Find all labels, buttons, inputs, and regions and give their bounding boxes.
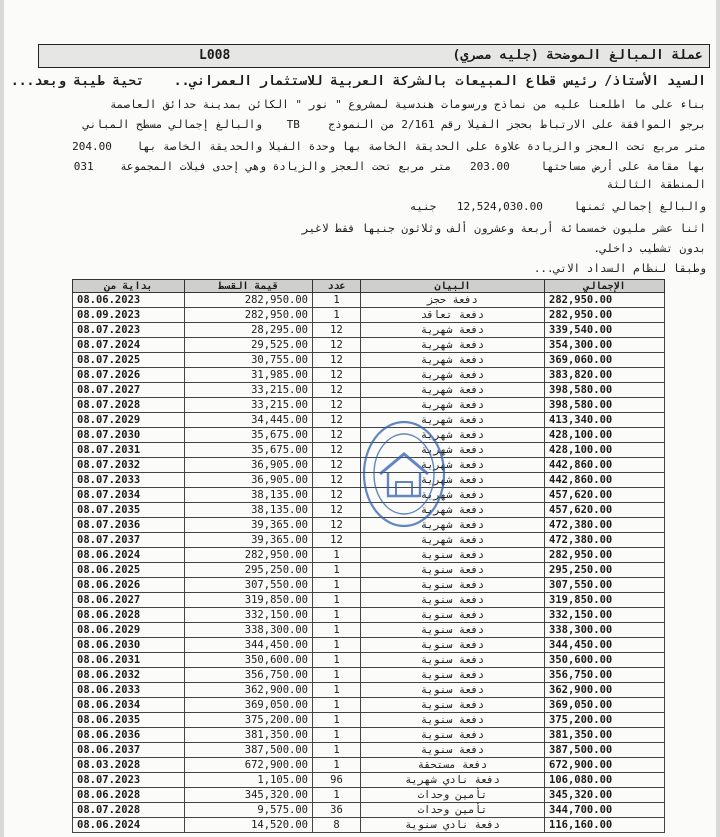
row-statement: دفعة شهرية bbox=[361, 368, 545, 383]
row-count: 1 bbox=[313, 653, 361, 668]
row-statement: دفعة حجز bbox=[361, 293, 545, 308]
row-start-date: 08.06.2030 bbox=[73, 638, 185, 653]
table-row bbox=[73, 788, 665, 803]
row-installment-value: 282,950.00 bbox=[185, 548, 313, 563]
row-count: 12 bbox=[313, 368, 361, 383]
row-installment-value: 35,675.00 bbox=[185, 443, 313, 458]
table-row bbox=[73, 758, 665, 773]
table-row bbox=[73, 728, 665, 743]
row-start-date: 08.06.2032 bbox=[73, 668, 185, 683]
row-statement: تأمين وحدات bbox=[361, 788, 545, 803]
row-statement: دفعة شهرية bbox=[361, 533, 545, 548]
header-total: الإجمالي bbox=[545, 280, 665, 293]
row-count: 12 bbox=[313, 383, 361, 398]
scan-border-right bbox=[716, 0, 720, 837]
row-installment-value: 30,755.00 bbox=[185, 353, 313, 368]
row-statement: دفعة سنوية bbox=[361, 608, 545, 623]
row-statement: دفعة شهرية bbox=[361, 488, 545, 503]
row-installment-value: 29,525.00 bbox=[185, 338, 313, 353]
row-total: 295,250.00 bbox=[545, 563, 665, 578]
row-start-date: 08.06.2028 bbox=[73, 788, 185, 803]
row-count: 12 bbox=[313, 518, 361, 533]
row-total: 116,160.00 bbox=[545, 818, 665, 833]
table-row bbox=[73, 518, 665, 533]
table-row bbox=[73, 338, 665, 353]
row-count: 96 bbox=[313, 773, 361, 788]
row-count: 1 bbox=[313, 743, 361, 758]
row-start-date: 08.06.2036 bbox=[73, 728, 185, 743]
row-count: 1 bbox=[313, 563, 361, 578]
row-start-date: 08.06.2034 bbox=[73, 698, 185, 713]
row-statement: دفعة نادي سنوية bbox=[361, 818, 545, 833]
row-total: 362,900.00 bbox=[545, 683, 665, 698]
document-code: L008 bbox=[199, 48, 231, 63]
row-statement: دفعة سنوية bbox=[361, 698, 545, 713]
salutation-line bbox=[11, 75, 706, 89]
row-total: 413,340.00 bbox=[545, 413, 665, 428]
row-statement: دفعة سنوية bbox=[361, 668, 545, 683]
row-total: 350,600.00 bbox=[545, 653, 665, 668]
currency-title: عملة المبالغ الموضحة (جليه مصري) bbox=[452, 48, 703, 63]
table-header-row bbox=[73, 280, 665, 293]
row-total: 354,300.00 bbox=[545, 338, 665, 353]
row-installment-value: 38,135.00 bbox=[185, 503, 313, 518]
table-row bbox=[73, 803, 665, 818]
greeting: تحية طيبة وبعد... bbox=[10, 74, 144, 89]
table-row bbox=[73, 383, 665, 398]
row-count: 12 bbox=[313, 443, 361, 458]
table-row bbox=[73, 533, 665, 548]
letter-line-2-text: برجو الموافقة على الارتباط بحجز الفيلا رقم 2/161 من النموذج bbox=[328, 118, 706, 131]
letter-line-4-text-b: متر مربع تحت العجز والزيادة وهي إحدى فيلات المجموعة bbox=[120, 160, 452, 173]
row-statement: دفعة سنوية bbox=[361, 743, 545, 758]
row-total: 369,060.00 bbox=[545, 353, 665, 368]
row-start-date: 08.07.2026 bbox=[73, 368, 185, 383]
header-date: بداية من bbox=[73, 280, 185, 293]
row-installment-value: 338,300.00 bbox=[185, 623, 313, 638]
row-total: 387,500.00 bbox=[545, 743, 665, 758]
row-total: 339,540.00 bbox=[545, 323, 665, 338]
table-row bbox=[73, 443, 665, 458]
letter-line-3-text: متر مربع تحت العجز والزيادة علاوة على الحديقة الخاصة بها وحدة الفيلا والحديقة الخاصة بها bbox=[136, 140, 706, 153]
row-statement: دفعة شهرية bbox=[361, 443, 545, 458]
row-count: 12 bbox=[313, 398, 361, 413]
row-total: 332,150.00 bbox=[545, 608, 665, 623]
table-row bbox=[73, 428, 665, 443]
row-count: 1 bbox=[313, 698, 361, 713]
document-header bbox=[38, 44, 710, 68]
letter-line-6-text: والبالغ إجمالي ثمنها bbox=[573, 200, 706, 213]
row-start-date: 08.06.2033 bbox=[73, 683, 185, 698]
row-statement: دفعة سنوية bbox=[361, 653, 545, 668]
row-installment-value: 369,050.00 bbox=[185, 698, 313, 713]
row-statement: دفعة سنوية bbox=[361, 548, 545, 563]
table-row bbox=[73, 773, 665, 788]
row-statement: دفعة شهرية bbox=[361, 428, 545, 443]
row-count: 1 bbox=[313, 728, 361, 743]
row-statement: دفعة شهرية bbox=[361, 338, 545, 353]
row-total: 442,860.00 bbox=[545, 473, 665, 488]
row-installment-value: 282,950.00 bbox=[185, 293, 313, 308]
row-statement: دفعة سنوية bbox=[361, 563, 545, 578]
row-installment-value: 1,105.00 bbox=[185, 773, 313, 788]
row-statement: دفعة شهرية bbox=[361, 353, 545, 368]
row-count: 8 bbox=[313, 818, 361, 833]
row-statement: دفعة تعاقد bbox=[361, 308, 545, 323]
row-statement: دفعة شهرية bbox=[361, 503, 545, 518]
row-total: 356,750.00 bbox=[545, 668, 665, 683]
row-installment-value: 33,215.00 bbox=[185, 398, 313, 413]
row-statement: دفعة شهرية bbox=[361, 323, 545, 338]
row-start-date: 08.06.2031 bbox=[73, 653, 185, 668]
row-installment-value: 36,905.00 bbox=[185, 458, 313, 473]
row-count: 12 bbox=[313, 353, 361, 368]
row-start-date: 08.03.2028 bbox=[73, 758, 185, 773]
row-total: 398,580.00 bbox=[545, 398, 665, 413]
row-installment-value: 319,850.00 bbox=[185, 593, 313, 608]
table-row bbox=[73, 413, 665, 428]
row-start-date: 08.06.2024 bbox=[73, 548, 185, 563]
row-statement: دفعة سنوية bbox=[361, 623, 545, 638]
row-start-date: 08.06.2023 bbox=[73, 293, 185, 308]
row-count: 1 bbox=[313, 638, 361, 653]
table-row bbox=[73, 608, 665, 623]
row-start-date: 08.07.2028 bbox=[73, 803, 185, 818]
salutation: السيد الأستاذ/ رئيس قطاع المبيعات بالشركة العربية للاستثمار العمراني.. bbox=[173, 74, 706, 89]
row-count: 12 bbox=[313, 338, 361, 353]
row-statement: دفعة شهرية bbox=[361, 383, 545, 398]
table-row bbox=[73, 308, 665, 323]
row-installment-value: 9,575.00 bbox=[185, 803, 313, 818]
model-code: TB bbox=[286, 118, 300, 131]
row-statement: تأمين وحدات bbox=[361, 803, 545, 818]
row-start-date: 08.07.2033 bbox=[73, 473, 185, 488]
table-row bbox=[73, 698, 665, 713]
finishing-note: بدون تشطيب داخلي. bbox=[593, 242, 706, 255]
row-start-date: 08.07.2031 bbox=[73, 443, 185, 458]
row-installment-value: 344,450.00 bbox=[185, 638, 313, 653]
group-number: 031 bbox=[73, 160, 94, 173]
row-total: 457,620.00 bbox=[545, 503, 665, 518]
row-statement: دفعة شهرية bbox=[361, 398, 545, 413]
row-installment-value: 39,365.00 bbox=[185, 518, 313, 533]
row-start-date: 08.07.2023 bbox=[73, 323, 185, 338]
table-row bbox=[73, 623, 665, 638]
row-total: 383,820.00 bbox=[545, 368, 665, 383]
row-installment-value: 33,215.00 bbox=[185, 383, 313, 398]
row-installment-value: 381,350.00 bbox=[185, 728, 313, 743]
row-start-date: 08.06.2029 bbox=[73, 623, 185, 638]
row-start-date: 08.09.2023 bbox=[73, 308, 185, 323]
row-installment-value: 31,985.00 bbox=[185, 368, 313, 383]
letter-line-3 bbox=[64, 140, 706, 154]
table-row bbox=[73, 473, 665, 488]
table-row bbox=[73, 548, 665, 563]
row-statement: دفعة شهرية bbox=[361, 518, 545, 533]
row-installment-value: 350,600.00 bbox=[185, 653, 313, 668]
row-statement: دفعة سنوية bbox=[361, 638, 545, 653]
row-start-date: 08.07.2035 bbox=[73, 503, 185, 518]
row-installment-value: 36,905.00 bbox=[185, 473, 313, 488]
row-start-date: 08.06.2024 bbox=[73, 818, 185, 833]
row-count: 12 bbox=[313, 533, 361, 548]
header-count: عدد bbox=[313, 280, 361, 293]
table-row bbox=[73, 653, 665, 668]
table-row bbox=[73, 368, 665, 383]
row-count: 12 bbox=[313, 413, 361, 428]
row-count: 12 bbox=[313, 503, 361, 518]
row-installment-value: 35,675.00 bbox=[185, 428, 313, 443]
row-count: 1 bbox=[313, 593, 361, 608]
row-installment-value: 356,750.00 bbox=[185, 668, 313, 683]
row-start-date: 08.06.2028 bbox=[73, 608, 185, 623]
table-row bbox=[73, 743, 665, 758]
letter-line-2 bbox=[75, 118, 706, 132]
table-row bbox=[73, 323, 665, 338]
row-total: 344,700.00 bbox=[545, 803, 665, 818]
table-row bbox=[73, 593, 665, 608]
row-start-date: 08.07.2030 bbox=[73, 428, 185, 443]
table-row bbox=[73, 713, 665, 728]
row-statement: دفعة شهرية bbox=[361, 473, 545, 488]
row-count: 12 bbox=[313, 428, 361, 443]
row-total: 106,080.00 bbox=[545, 773, 665, 788]
row-total: 307,550.00 bbox=[545, 578, 665, 593]
letter-line-4 bbox=[66, 160, 706, 174]
row-installment-value: 38,135.00 bbox=[185, 488, 313, 503]
row-statement: دفعة شهرية bbox=[361, 458, 545, 473]
row-count: 12 bbox=[313, 488, 361, 503]
row-total: 457,620.00 bbox=[545, 488, 665, 503]
row-statement: دفعة سنوية bbox=[361, 713, 545, 728]
row-start-date: 08.06.2025 bbox=[73, 563, 185, 578]
letter-line-6 bbox=[402, 200, 706, 214]
row-start-date: 08.07.2029 bbox=[73, 413, 185, 428]
table-row bbox=[73, 578, 665, 593]
row-start-date: 08.07.2027 bbox=[73, 383, 185, 398]
row-total: 282,950.00 bbox=[545, 548, 665, 563]
header-statement: البيان bbox=[361, 280, 545, 293]
table-row bbox=[73, 638, 665, 653]
row-total: 282,950.00 bbox=[545, 293, 665, 308]
row-statement: دفعة مستحقة bbox=[361, 758, 545, 773]
row-total: 472,380.00 bbox=[545, 533, 665, 548]
row-installment-value: 345,320.00 bbox=[185, 788, 313, 803]
row-start-date: 08.07.2032 bbox=[73, 458, 185, 473]
row-count: 1 bbox=[313, 623, 361, 638]
letter-line-4-text: بها مقامة على أرض مساحتها bbox=[540, 160, 706, 173]
row-statement: دفعة سنوية bbox=[361, 593, 545, 608]
letter-line-5: المنطقة الثالثة bbox=[606, 178, 706, 191]
row-installment-value: 295,250.00 bbox=[185, 563, 313, 578]
row-installment-value: 28,295.00 bbox=[185, 323, 313, 338]
table-row bbox=[73, 488, 665, 503]
row-count: 1 bbox=[313, 758, 361, 773]
row-total: 345,320.00 bbox=[545, 788, 665, 803]
row-installment-value: 39,365.00 bbox=[185, 533, 313, 548]
table-row bbox=[73, 353, 665, 368]
row-total: 369,050.00 bbox=[545, 698, 665, 713]
row-installment-value: 672,900.00 bbox=[185, 758, 313, 773]
row-count: 1 bbox=[313, 788, 361, 803]
row-start-date: 08.07.2025 bbox=[73, 353, 185, 368]
row-start-date: 08.06.2035 bbox=[73, 713, 185, 728]
letter-line-1: بناء على ما اطلعنا عليه من نماذج ورسومات هندسية لمشروع " نور " الكائن بمدينة حدائق العاصمة bbox=[109, 98, 706, 111]
table-row bbox=[73, 563, 665, 578]
row-count: 36 bbox=[313, 803, 361, 818]
row-start-date: 08.06.2037 bbox=[73, 743, 185, 758]
row-installment-value: 375,200.00 bbox=[185, 713, 313, 728]
row-count: 1 bbox=[313, 578, 361, 593]
row-statement: دفعة سنوية bbox=[361, 578, 545, 593]
row-installment-value: 307,550.00 bbox=[185, 578, 313, 593]
row-statement: دفعة سنوية bbox=[361, 728, 545, 743]
table-row bbox=[73, 398, 665, 413]
table-row bbox=[73, 668, 665, 683]
row-count: 12 bbox=[313, 458, 361, 473]
total-price: 12,524,030.00 bbox=[456, 200, 543, 213]
row-total: 381,350.00 bbox=[545, 728, 665, 743]
row-count: 1 bbox=[313, 293, 361, 308]
row-total: 282,950.00 bbox=[545, 308, 665, 323]
row-statement: دفعة نادي شهرية bbox=[361, 773, 545, 788]
header-value: قيمة القسط bbox=[185, 280, 313, 293]
row-total: 442,860.00 bbox=[545, 458, 665, 473]
row-count: 1 bbox=[313, 548, 361, 563]
row-start-date: 08.07.2036 bbox=[73, 518, 185, 533]
letter-line-2-text-b: والبالغ إجمالي مسطح المباني bbox=[83, 118, 262, 131]
row-count: 1 bbox=[313, 308, 361, 323]
row-installment-value: 387,500.00 bbox=[185, 743, 313, 758]
row-total: 375,200.00 bbox=[545, 713, 665, 728]
row-total: 472,380.00 bbox=[545, 518, 665, 533]
row-installment-value: 14,520.00 bbox=[185, 818, 313, 833]
row-installment-value: 34,445.00 bbox=[185, 413, 313, 428]
table-row bbox=[73, 293, 665, 308]
row-count: 1 bbox=[313, 608, 361, 623]
payment-schedule-table bbox=[72, 279, 665, 833]
row-total: 428,100.00 bbox=[545, 443, 665, 458]
row-total: 398,580.00 bbox=[545, 383, 665, 398]
row-total: 344,450.00 bbox=[545, 638, 665, 653]
row-start-date: 08.06.2027 bbox=[73, 593, 185, 608]
table-row bbox=[73, 503, 665, 518]
row-start-date: 08.07.2037 bbox=[73, 533, 185, 548]
land-area: 203.00 bbox=[470, 160, 510, 173]
payment-plan-intro: وطبقا لنظام السداد الاتي... bbox=[533, 262, 706, 275]
table-row bbox=[73, 458, 665, 473]
row-count: 12 bbox=[313, 473, 361, 488]
building-area: 204.00 bbox=[72, 140, 112, 153]
row-total: 672,900.00 bbox=[545, 758, 665, 773]
row-installment-value: 332,150.00 bbox=[185, 608, 313, 623]
row-statement: دفعة سنوية bbox=[361, 683, 545, 698]
row-total: 319,850.00 bbox=[545, 593, 665, 608]
row-start-date: 08.07.2024 bbox=[73, 338, 185, 353]
row-installment-value: 282,950.00 bbox=[185, 308, 313, 323]
letter-line-6-text-b: جنيه bbox=[409, 200, 437, 213]
row-start-date: 08.06.2026 bbox=[73, 578, 185, 593]
row-count: 1 bbox=[313, 713, 361, 728]
row-count: 1 bbox=[313, 683, 361, 698]
row-count: 12 bbox=[313, 323, 361, 338]
row-count: 1 bbox=[313, 668, 361, 683]
row-installment-value: 362,900.00 bbox=[185, 683, 313, 698]
row-total: 338,300.00 bbox=[545, 623, 665, 638]
row-start-date: 08.07.2034 bbox=[73, 488, 185, 503]
table-body bbox=[73, 293, 665, 833]
table-row bbox=[73, 683, 665, 698]
price-in-words: اثنا عشر مليون خمسمائة أربعة وعشرون ألف وثلاثون جنيها فقط لاغير bbox=[302, 222, 706, 235]
row-total: 428,100.00 bbox=[545, 428, 665, 443]
row-statement: دفعة شهرية bbox=[361, 413, 545, 428]
scan-border-left bbox=[0, 0, 4, 837]
row-start-date: 08.07.2023 bbox=[73, 773, 185, 788]
row-start-date: 08.07.2028 bbox=[73, 398, 185, 413]
table-row bbox=[73, 818, 665, 833]
